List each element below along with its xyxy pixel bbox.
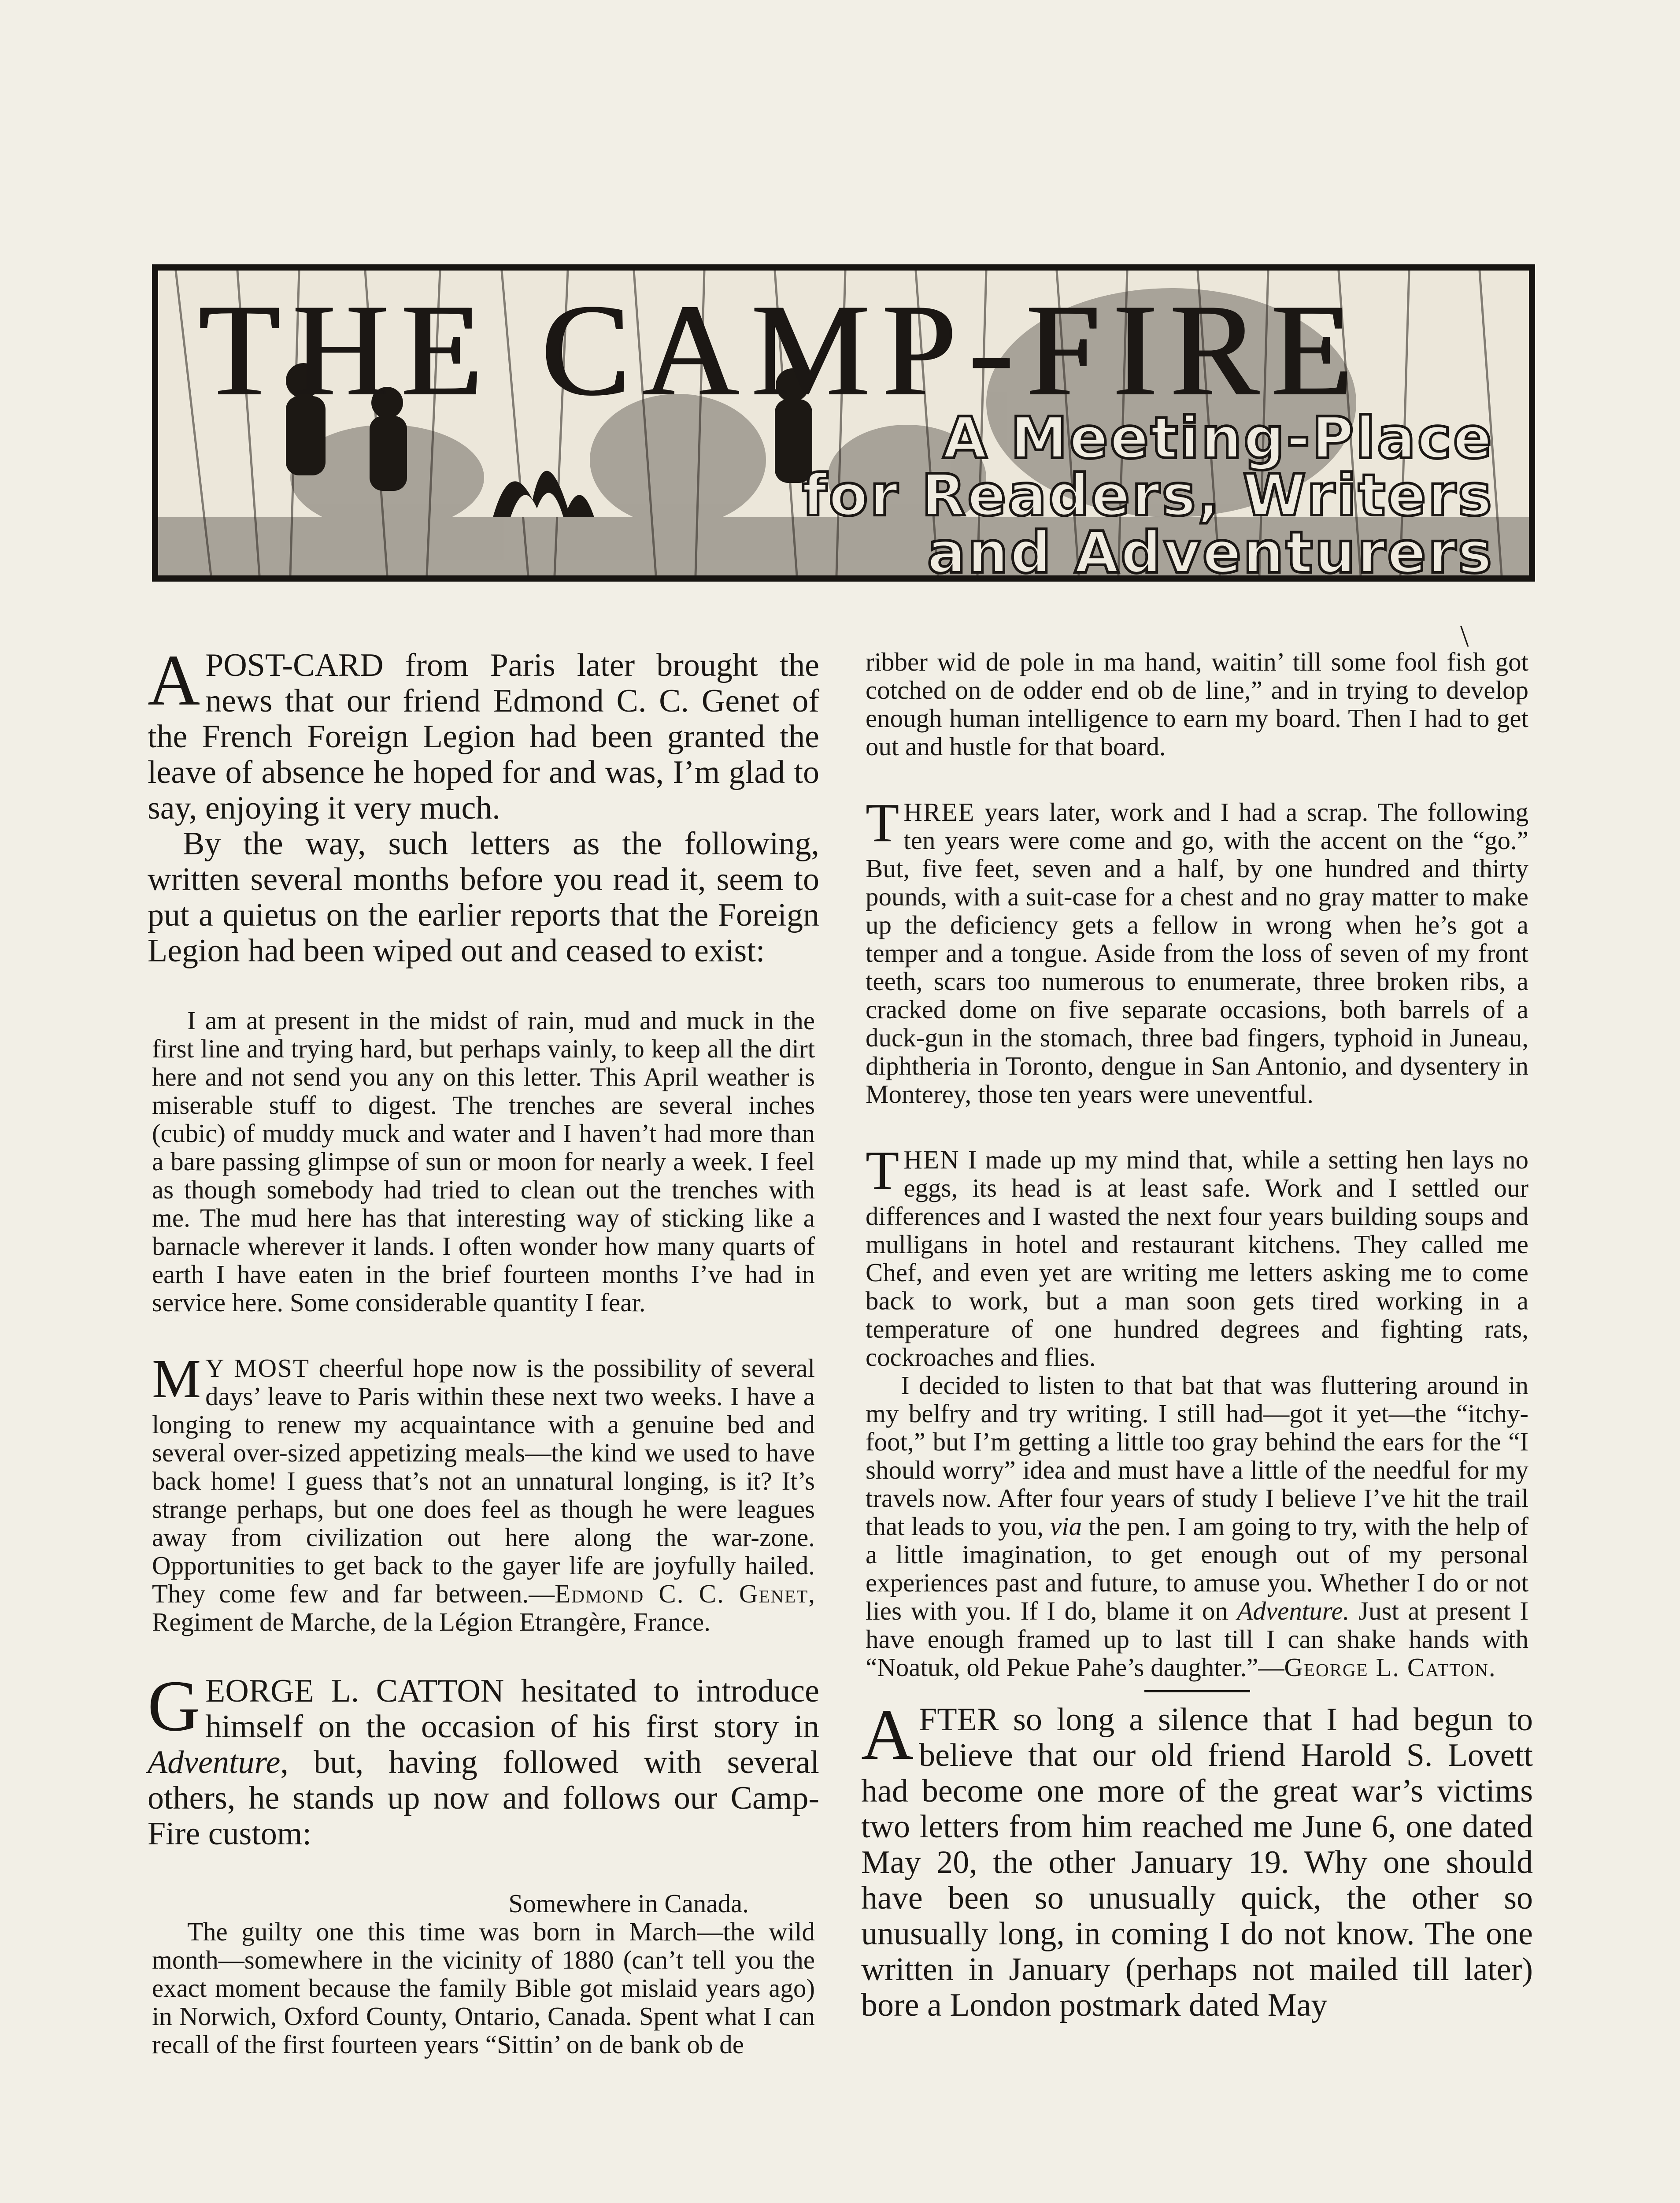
banner-subtitle-line-3: and Adventurers	[927, 519, 1494, 582]
drop-cap: A	[861, 1694, 914, 1775]
lead-words: Y MOST	[205, 1354, 310, 1383]
paragraph-text: EORGE L. CATTON hesitated to introduce himself on the occasion of his first story in	[205, 1673, 819, 1745]
drop-cap: T	[866, 793, 899, 853]
letter-text: I made up my mind that, while a setting hen lays no eggs, its head is at least safe. Work and I settled our differences and I wasted the next four years building soups and mulligans in hotel and restaurant kitchens. They called me Chef, and even yet are writing me letters asking me to come back to work, but a man soon gets tired working in a temperature of one hundred degrees and fighting rats, cockroaches and flies.	[866, 1145, 1528, 1372]
paragraph: By the way, such letters as the following, written several months before you read it, seem to put a quietus on the earlier reports that the Foreign Legion had been wiped out and ceased to exist:	[148, 826, 819, 969]
signature: George L. Catton.	[1284, 1653, 1496, 1682]
letter-paragraph-decided	[861, 1371, 1533, 1681]
magazine-title: Adventure	[148, 1744, 281, 1780]
paragraph-text: POST-CARD from Paris later brought the news that our friend Edmond C. C. Genet of the French Foreign Legion had been granted the leave of absence he hoped for and was, I’m glad to say, enjoying it very much.	[148, 647, 819, 826]
letter-paragraph-then	[861, 1140, 1533, 1372]
letter-text: cheerful hope now is the possibility of several days’ leave to Paris within these next two weeks. I have a longing to renew my acquaintance with a genuine bed and several over-sized appetizing meals—the kind we used to have back home! I guess that’s not an unnatural longing, is it? It’s strange perhaps, but one does feel as though he were leagues away from civilization out here along the war-zone. Opportunities to get back to the gayer life are joyfully hailed. They come few and far between.—	[152, 1354, 815, 1608]
letter-text: the pen. I am going to try, with the help of a little imagination, to get enough out of my personal experiences past and future, to amuse you. Whether I do or not lies with you. If I do, blame it on	[866, 1512, 1528, 1625]
intro-paragraph	[148, 640, 819, 826]
magazine-title: Adventure.	[1237, 1596, 1350, 1625]
banner-title: THE CAMP-FIRE	[198, 277, 1365, 423]
drop-cap: M	[152, 1349, 201, 1409]
lead-words: HEN	[903, 1145, 960, 1174]
drop-cap: A	[148, 640, 200, 720]
italic-word: via	[1050, 1512, 1082, 1541]
signature: Edmond C. C. Genet	[555, 1579, 809, 1608]
drop-cap: G	[148, 1665, 200, 1746]
quoted-letter-genet: I am at present in the midst of rain, mud and muck in the first line and trying hard, but perhaps vainly, to keep all the dirt here and not send you any on this letter. This April weather is miserable stuff to digest. The trenches are several inches (cubic) of muddy muck and water and I haven’t had more than a bare passing glimpse of sun or moon for nearly a week. I feel as though somebody had tried to clean out the trenches with me. The mud here has that interesting way of sticking like a barnacle wherever it lands. I often wonder how many quarts of earth I have eaten in the brief fourteen months I’ve had in service here. Some considerable quantity I fear.	[152, 1006, 815, 1317]
letter-paragraph-three	[861, 793, 1533, 1109]
section-divider	[1144, 1690, 1250, 1692]
drop-cap: T	[866, 1140, 899, 1201]
letter-text: I decided to listen to that bat that was fluttering around in my belfry and try writing. I still had—got it yet—the “itchy-foot,” but I’m getting a little too gray behind the ears for the “I should worry” idea and must have a little of the needful for my travels now. After four years of study I believe I’ve hit the trail that leads to you,	[866, 1371, 1528, 1541]
banner-subtitle-line-2: for Readers, Writers	[802, 462, 1494, 529]
paragraph-text: FTER so long a silence that I had begun to believe that our old friend Harold S. Lovett had become one more of the great war’s victims two letters from him reached me June 6, one dated May 20, the other January 19. Why one should have been so unusually quick, the other so unusually long, in coming I do not know. The one written in January (perhaps not mailed till later) bore a London postmark dated May	[861, 1702, 1533, 2023]
camp-fire-header-banner	[152, 264, 1535, 582]
letter-text: Just at present I have enough framed up to last till I can shake hands with “Noatuk, old Pekue Pahe’s daughter.”—	[866, 1596, 1528, 1682]
paragraph-text-end: , but, having followed with several others, he stands up now and follows our Camp-Fire custom:	[148, 1744, 819, 1852]
margin-mark: \	[1460, 619, 1469, 653]
banner-subtitle-line-1: A Meeting-Place	[943, 404, 1494, 471]
quoted-letter-catton: The guilty one this time was born in March—the wild month—somewhere in the vicinity of 1880 (can’t tell you the exact moment because the family Bible got mislaid years ago) in Norwich, Oxford County, Ontario, Canada. Spent what I can recall of the first fourteen years “Sittin’ on de bank ob de	[152, 1917, 815, 2059]
letter-text: years later, work and I had a scrap. The following ten years were come and go, with the accent on the “go.” But, five feet, seven and a half, by one hundred and thirty pounds, with a suit-case for a chest and no gray matter to make up the deficiency gets a fellow in wrong when he’s got a temper and a tongue. Aside from the loss of seven of my front teeth, scars too numerous to enumerate, three broken ribs, a cracked dome on five separate occasions, both barrels of a duck-gun in the stomach, three bad fingers, typhoid in Juneau, diphtheria in Toronto, dengue in San Antonio, and dysentery in Monterey, those ten years were uneventful.	[866, 797, 1528, 1109]
right-column	[861, 648, 1533, 2023]
letter-place: Somewhere in Canada.	[508, 1889, 749, 1918]
letter-continuation: ribber wid de pole in ma hand, waitin’ till some fool fish got cotched on de odder end ob de line,” and in trying to develop enough human intelligence to earn my board. Then I had to get out and hustle for that board.	[866, 647, 1528, 761]
left-column	[148, 640, 819, 2059]
letter-text-end: , Regiment de Marche, de la Légion Etrangère, France.	[152, 1579, 815, 1636]
catton-intro-paragraph	[148, 1665, 819, 1852]
lead-words: HREE	[903, 797, 975, 827]
lovett-paragraph	[861, 1694, 1533, 2023]
quoted-letter-genet-continued	[148, 1349, 819, 1636]
